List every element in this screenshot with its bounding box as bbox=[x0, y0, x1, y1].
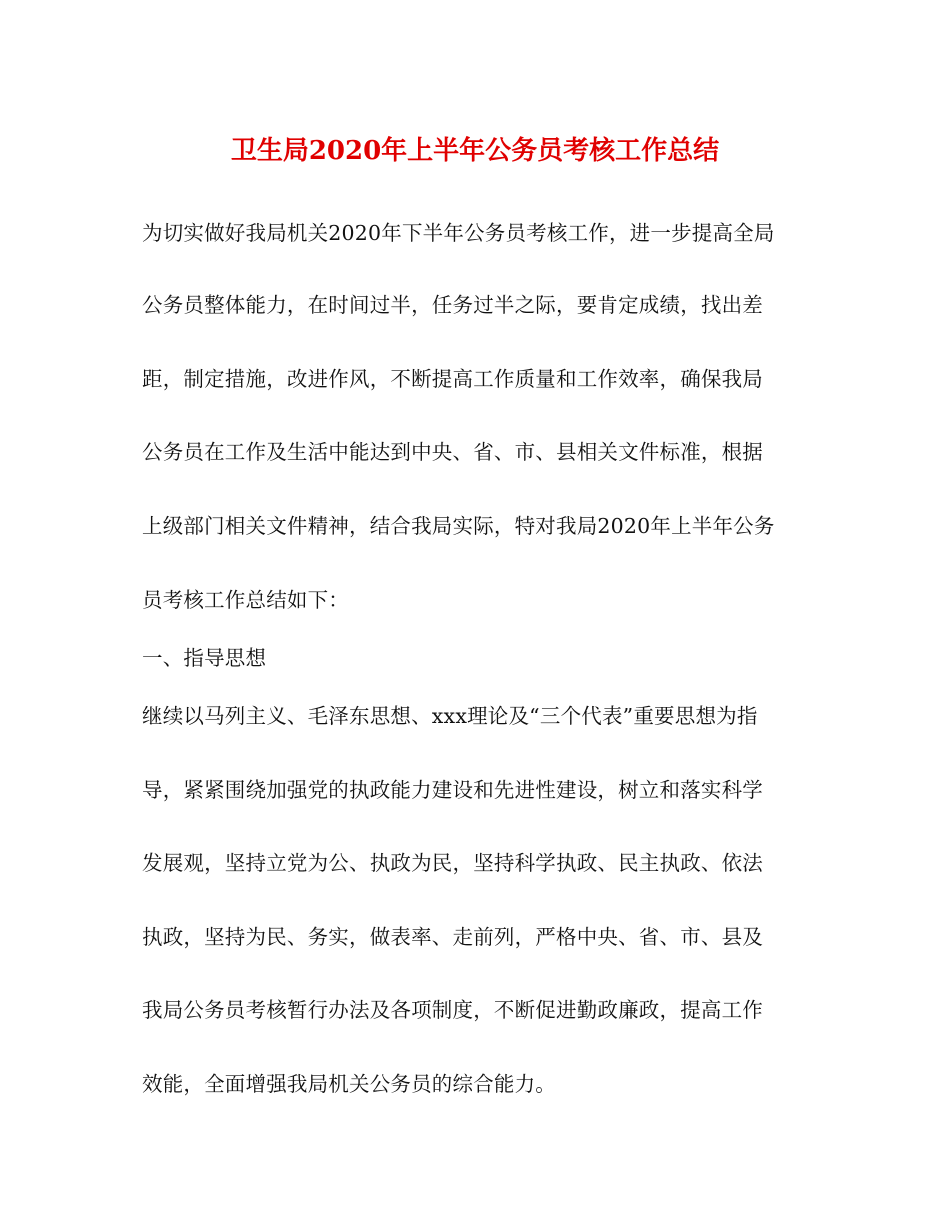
paragraph-line: 公务员在工作及生活中能达到中央、省、市、县相关文件标准，根据 bbox=[142, 440, 763, 464]
section-heading: 一、指导思想 bbox=[142, 646, 267, 670]
paragraph-line: 上级部门相关文件精神，结合我局实际，特对我局2020年上半年公务 bbox=[142, 514, 775, 538]
paragraph-line: 执政，坚持为民、务实，做表率、走前列，严格中央、省、市、县及 bbox=[142, 925, 763, 949]
document-title: 卫生局2020年上半年公务员考核工作总结 bbox=[230, 136, 720, 166]
paragraph-line: 为切实做好我局机关2020年下半年公务员考核工作，进一步提高全局 bbox=[142, 221, 775, 245]
paragraph-line: 发展观，坚持立党为公、执政为民，坚持科学执政、民主执政、依法 bbox=[142, 851, 763, 875]
paragraph-line: 我局公务员考核暂行办法及各项制度，不断促进勤政廉政，提高工作 bbox=[142, 998, 763, 1022]
paragraph-line: 效能，全面增强我局机关公务员的综合能力。 bbox=[142, 1072, 556, 1096]
paragraph-line: 公务员整体能力，在时间过半，任务过半之际，要肯定成绩，找出差 bbox=[142, 293, 763, 317]
paragraph-line: 员考核工作总结如下： bbox=[142, 588, 349, 612]
paragraph-line: 导，紧紧围绕加强党的执政能力建设和先进性建设，树立和落实科学 bbox=[142, 778, 763, 802]
paragraph-line: 距，制定措施，改进作风，不断提高工作质量和工作效率，确保我局 bbox=[142, 367, 763, 391]
paragraph-line: 继续以马列主义、毛泽东思想、xxx理论及“三个代表”重要思想为指 bbox=[142, 704, 758, 728]
